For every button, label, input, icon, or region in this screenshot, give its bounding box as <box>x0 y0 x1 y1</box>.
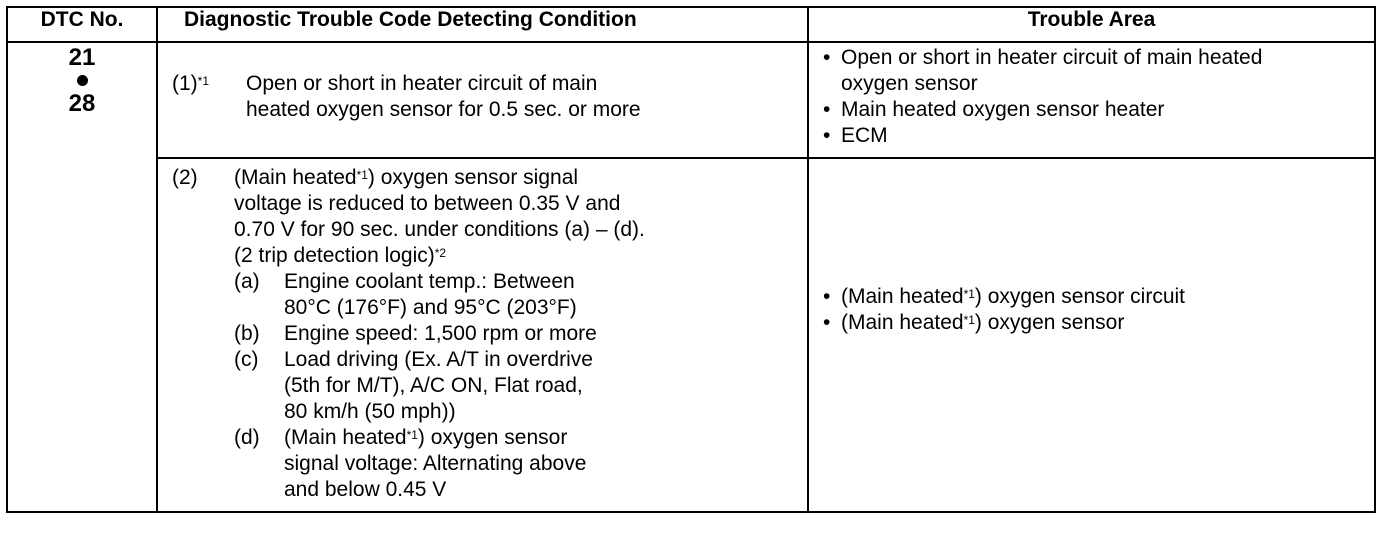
condition-1-number-wrap <box>172 71 246 123</box>
list-item <box>823 310 1368 336</box>
sub-text: (5th for M/T), A/C ON, Flat road, <box>284 374 583 397</box>
sub-condition-c <box>234 347 645 425</box>
dtc-code-28: 28 <box>68 90 96 117</box>
trouble-area-text: oxygen sensor <box>841 72 978 95</box>
sub-text: Engine coolant temp.: Between <box>284 270 575 293</box>
sub-label: (c) <box>234 348 259 371</box>
dtc-code-cell <box>7 42 157 512</box>
header-dtc-no: DTC No. <box>7 7 157 42</box>
condition-1-line: heated oxygen sensor for 0.5 sec. or more <box>246 98 641 121</box>
condition-2-cell <box>157 158 808 512</box>
footnote-marker: *1 <box>197 74 210 88</box>
condition-2-line <box>234 243 645 269</box>
list-item <box>823 284 1368 310</box>
condition-1-number: (1) <box>172 72 198 95</box>
footnote-marker: *1 <box>963 287 975 301</box>
footnote-marker: *1 <box>356 168 368 182</box>
table-row <box>7 158 1375 512</box>
header-condition: Diagnostic Trouble Code Detecting Condition <box>157 7 808 42</box>
condition-1-line: Open or short in heater circuit of main <box>246 72 598 95</box>
bullet: • <box>823 124 831 147</box>
bullet: • <box>823 98 831 121</box>
bullet: • <box>823 46 831 69</box>
sub-label: (b) <box>234 322 260 345</box>
bullet: • <box>823 311 831 334</box>
dtc-table <box>6 6 1376 513</box>
condition-2-line: voltage is reduced to between 0.35 V and <box>234 192 621 215</box>
sub-text <box>284 425 586 451</box>
sub-text-part: ) oxygen sensor <box>417 426 568 449</box>
sub-label: (a) <box>234 270 260 293</box>
footnote-marker: *1 <box>406 428 418 442</box>
sub-text: 80°C (176°F) and 95°C (203°F) <box>284 296 577 319</box>
trouble-area-2-cell <box>808 158 1375 512</box>
sub-text-part: (Main heated <box>284 426 407 449</box>
header-row <box>7 7 1375 42</box>
trouble-area-text: ) oxygen sensor circuit <box>974 285 1186 308</box>
sub-condition-d <box>234 425 645 503</box>
condition-2-line: 0.70 V for 90 sec. under conditions (a) – (d). <box>234 218 645 241</box>
trouble-area-text: (Main heated <box>841 311 964 334</box>
list-item <box>823 45 1368 97</box>
condition-text: ) oxygen sensor signal <box>367 166 579 189</box>
footnote-marker: *1 <box>963 313 975 327</box>
sub-condition-b <box>234 321 645 347</box>
condition-2-number: (2) <box>172 166 198 189</box>
sub-text: and below 0.45 V <box>284 478 447 501</box>
trouble-area-text: ) oxygen sensor <box>974 311 1125 334</box>
list-item <box>823 97 1368 123</box>
bullet: • <box>823 285 831 308</box>
trouble-area-text: Open or short in heater circuit of main heated <box>841 46 1263 69</box>
footnote-marker: *2 <box>434 246 447 260</box>
sub-label: (d) <box>234 426 260 449</box>
condition-text: (Main heated <box>234 166 357 189</box>
header-trouble-area: Trouble Area <box>808 7 1375 42</box>
condition-1-cell <box>157 42 808 158</box>
sub-condition-a <box>234 269 645 321</box>
sub-text: Load driving (Ex. A/T in overdrive <box>284 348 593 371</box>
sub-text: signal voltage: Alternating above <box>284 452 587 475</box>
trouble-area-text: ECM <box>841 124 888 147</box>
sub-text: 80 km/h (50 mph)) <box>284 400 456 423</box>
sub-text: Engine speed: 1,500 rpm or more <box>284 322 597 345</box>
dot-separator <box>77 75 88 86</box>
condition-text: (2 trip detection logic) <box>234 244 435 267</box>
table-row <box>7 42 1375 158</box>
condition-2-line <box>234 165 645 191</box>
trouble-area-text: (Main heated <box>841 285 964 308</box>
trouble-area-text: Main heated oxygen sensor heater <box>841 98 1165 121</box>
list-item <box>823 123 1368 149</box>
dtc-code-21: 21 <box>68 44 96 71</box>
trouble-area-1-cell <box>808 42 1375 158</box>
